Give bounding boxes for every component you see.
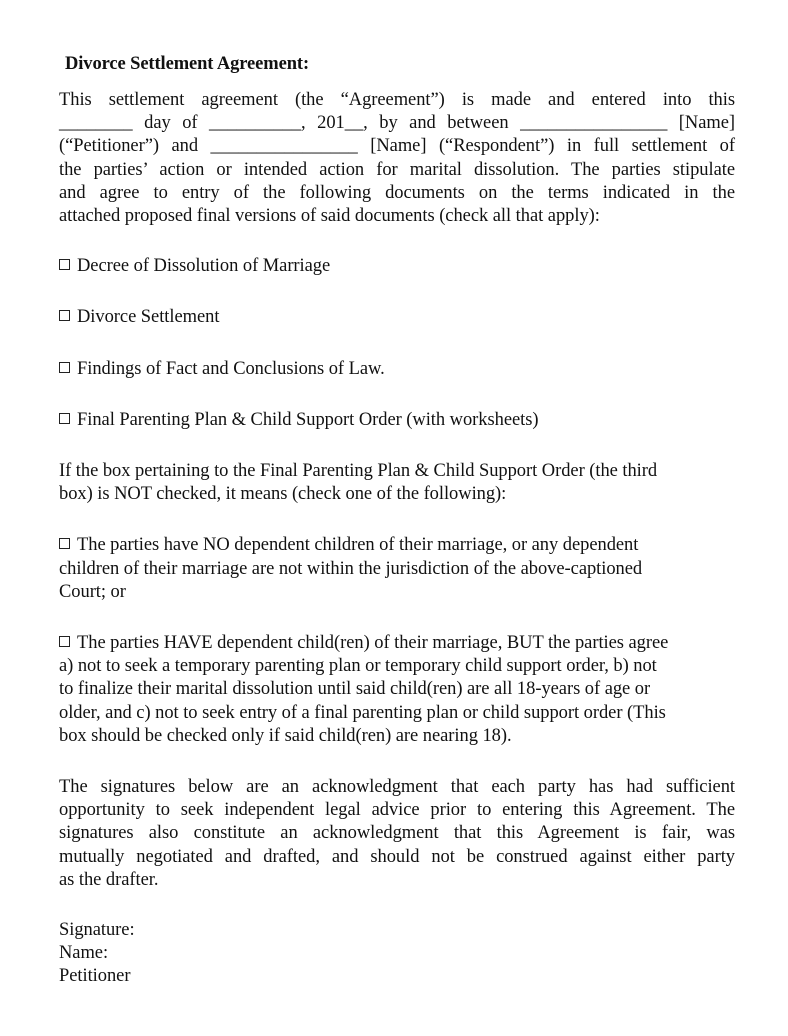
acknowledgment-paragraph [59,776,735,892]
choice-line: older, and c) not to seek entry of a final parenting plan or child support order (This [59,702,666,723]
name-label: Name: [59,943,109,964]
option-label: Final Parenting Plan & Child Support Order (with worksheets) [77,409,539,430]
option-decree [59,255,735,278]
checkbox-no-children[interactable] [59,538,70,549]
option-findings [59,358,735,381]
choice-line: Court; or [59,581,126,602]
intro-line: the parties’ action or intended action for marital dissolution. The parties stipulate [59,159,735,180]
checkbox-parenting-plan[interactable] [59,413,70,424]
choice-have-children [59,632,735,748]
document-page [59,52,735,989]
condition-line: box) is NOT checked, it means (check one of the following): [59,484,507,505]
signature-block [59,919,735,989]
checkbox-settlement[interactable] [59,310,70,321]
checkbox-decree[interactable] [59,259,70,270]
intro-line: ________ day of __________, 201__, by and between ________________ [Name] [59,113,735,134]
ack-line: as the drafter. [59,869,159,890]
intro-paragraph [59,89,735,228]
intro-line: attached proposed final versions of said documents (check all that apply): [59,206,600,227]
ack-line: The signatures below are an acknowledgment that each party has had sufficient [59,777,735,798]
signature-label: Signature: [59,920,135,941]
checkbox-findings[interactable] [59,362,70,373]
choice-line: to finalize their marital dissolution until said child(ren) are all 18-years of age or [59,679,651,700]
document-title: Divorce Settlement Agreement: [65,54,310,74]
choice-line: box should be checked only if said child(ren) are nearing 18). [59,725,512,746]
ack-line: signatures also constitute an acknowledgment that this Agreement is fair, was [59,823,735,844]
choice-line: a) not to seek a temporary parenting plan or temporary child support order, b) not [59,656,657,677]
intro-line: (“Petitioner”) and ________________ [Name] (“Respondent”) in full settlement of [59,136,735,157]
intro-line: and agree to entry of the following documents on the terms indicated in the [59,182,735,203]
choice-no-children [59,534,735,604]
option-label: Findings of Fact and Conclusions of Law. [77,358,385,379]
option-parenting-plan [59,409,735,432]
intro-line: This settlement agreement (the “Agreement”) is made and entered into this [59,90,735,110]
option-label: Decree of Dissolution of Marriage [77,256,331,277]
option-settlement [59,306,735,329]
choice-line: The parties HAVE dependent child(ren) of their marriage, BUT the parties agree [77,633,669,654]
ack-line: opportunity to seek independent legal advice prior to entering this Agreement. The [59,800,735,821]
condition-line: If the box pertaining to the Final Parenting Plan & Child Support Order (the third [59,461,658,482]
party-role: Petitioner [59,966,131,987]
checkbox-have-children[interactable] [59,636,70,647]
ack-line: mutually negotiated and drafted, and should not be construed against either party [59,846,735,867]
choice-line: children of their marriage are not within the jurisdiction of the above-captioned [59,558,643,579]
choice-line: The parties have NO dependent children of their marriage, or any dependent [77,535,639,556]
option-label: Divorce Settlement [77,307,220,328]
condition-paragraph [59,460,735,506]
